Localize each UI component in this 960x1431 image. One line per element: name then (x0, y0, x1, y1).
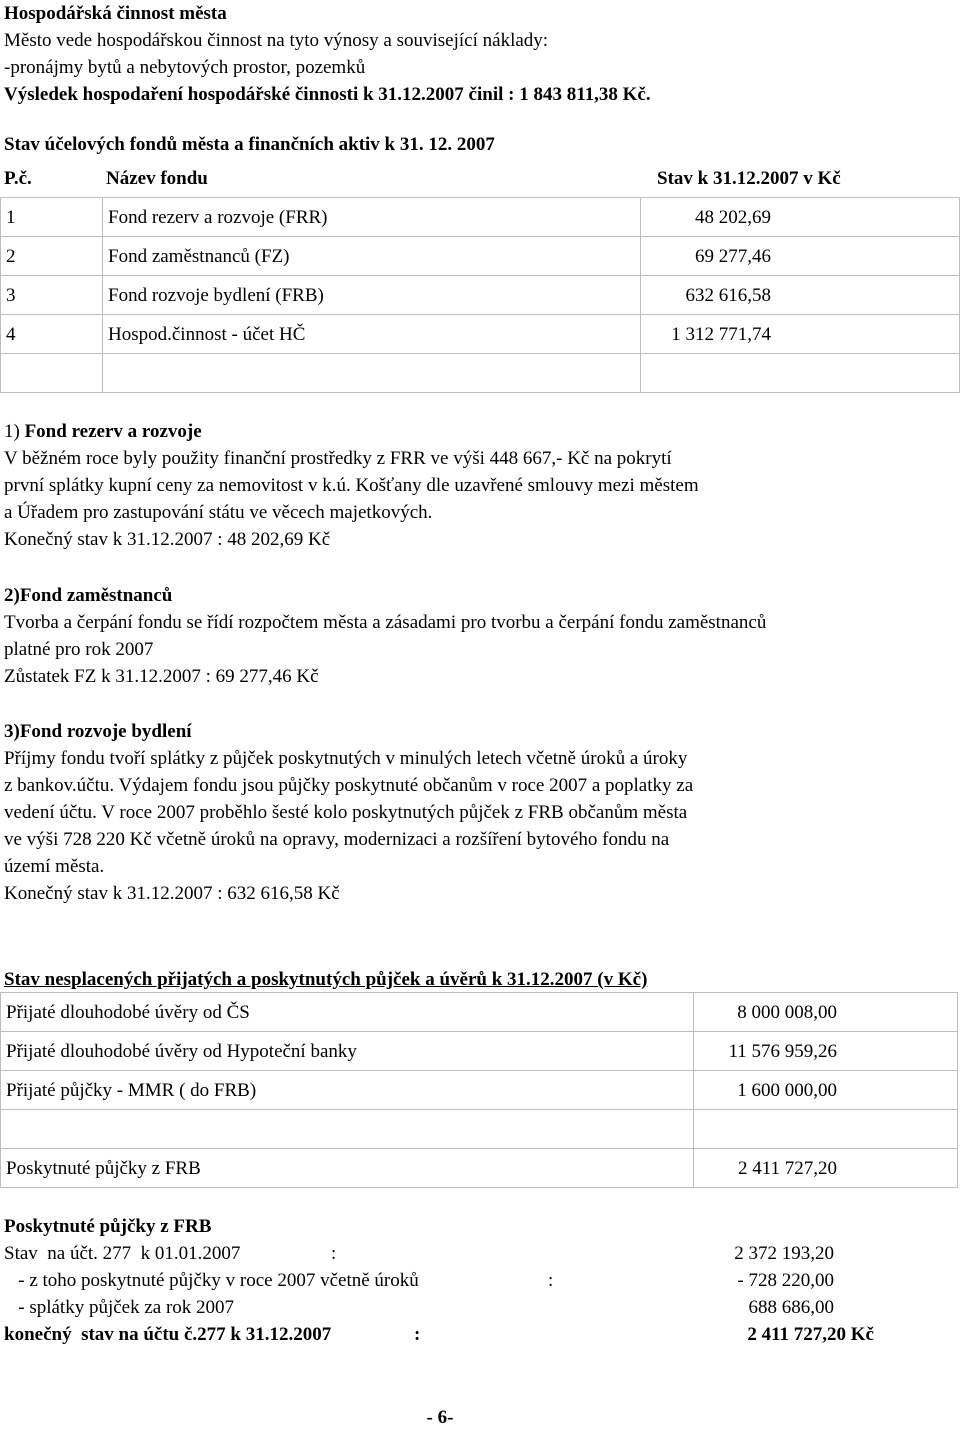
summary-colon: : (414, 1324, 421, 1345)
frr-number: 1) (4, 421, 20, 442)
fund-value: 632 616,58 (641, 276, 960, 315)
table-row (1, 315, 960, 354)
fz-line: platné pro rok 2007 (4, 639, 154, 660)
fund-name: Fond rezerv a rozvoje (FRR) (103, 198, 641, 237)
summary-colon: : (548, 1270, 554, 1291)
table-row (1, 1071, 958, 1110)
summary-value: 2 372 193,20 (734, 1243, 834, 1264)
frb-line: území města. (4, 856, 105, 877)
frb-section (4, 718, 956, 907)
summary-label: konečný stav na účtu č.277 k 31.12.2007 (4, 1324, 332, 1345)
fund-value: 69 277,46 (641, 237, 960, 276)
fund-name: Fond rozvoje bydlení (FRB) (103, 276, 641, 315)
loan-value: 1 600 000,00 (694, 1071, 958, 1110)
fund-name: Fond zaměstnanců (FZ) (103, 237, 641, 276)
funds-title: Stav účelových fondů města a finančních aktiv k 31. 12. 2007 (4, 134, 495, 155)
summary-label: - z toho poskytnuté půjčky v roce 2007 včetně úroků (4, 1270, 419, 1291)
summary-value: - 728 220,00 (737, 1270, 834, 1291)
loan-value (694, 1110, 958, 1149)
fund-value: 48 202,69 (641, 198, 960, 237)
fund-no: 2 (1, 237, 103, 276)
frb-balance: Konečný stav k 31.12.2007 : 632 616,58 Kč (4, 883, 340, 904)
loan-value: 2 411 727,20 (694, 1149, 958, 1188)
fund-no: 4 (1, 315, 103, 354)
frb-line: z bankov.účtu. Výdajem fondu jsou půjčky poskytnuté občanům v roce 2007 a poplatky za (4, 775, 694, 796)
table-row-empty (1, 354, 960, 393)
loan-name: Přijaté půjčky - MMR ( do FRB) (1, 1071, 694, 1110)
fz-line: Tvorba a čerpání fondu se řídí rozpočtem města a zásadami pro tvorbu a čerpání fondu zaměstnanců (4, 612, 767, 633)
loan-name: Poskytnuté půjčky z FRB (1, 1149, 694, 1188)
loan-name: Přijaté dlouhodobé úvěry od Hypoteční banky (1, 1032, 694, 1071)
frr-balance: Konečný stav k 31.12.2007 : 48 202,69 Kč (4, 529, 331, 550)
table-row (1, 237, 960, 276)
summary-label: - splátky půjček za rok 2007 (4, 1297, 235, 1318)
intro-line: -pronájmy bytů a nebytových prostor, pozemků (4, 57, 366, 78)
fz-title: 2)Fond zaměstnanců (4, 585, 173, 606)
frb-title: 3)Fond rozvoje bydlení (4, 721, 192, 742)
loan-value: 11 576 959,26 (694, 1032, 958, 1071)
intro-line: Město vede hospodářskou činnost na tyto výnosy a související náklady: (4, 30, 549, 51)
loans-table (0, 992, 958, 1188)
page-number: - 6- (426, 1407, 454, 1428)
frr-section (4, 418, 956, 553)
summary-label: Stav na účt. 277 k 01.01.2007 (4, 1243, 241, 1264)
table-row (1, 198, 960, 237)
summary-colon: : (331, 1243, 337, 1264)
frr-line: první splátky kupní ceny za nemovitost v k.ú. Košťany dle uzavřené smlouvy mezi městem (4, 475, 699, 496)
frb-line: ve výši 728 220 Kč včetně úroků na opravy, modernizaci a rozšíření bytového fondu na (4, 829, 670, 850)
list-item (4, 1240, 904, 1267)
funds-table (0, 197, 960, 393)
funds-header-name: Název fondu (106, 168, 208, 189)
frr-line: V běžném roce byly použity finanční prostředky z FRR ve výši 448 667,- Kč na pokrytí (4, 448, 672, 469)
list-item (4, 1321, 904, 1348)
fund-no: 1 (1, 198, 103, 237)
fund-name: Hospod.činnost - účet HČ (103, 315, 641, 354)
list-item (4, 1294, 904, 1321)
funds-heading-block (4, 131, 956, 158)
loans-heading-block (4, 966, 956, 993)
frr-line: a Úřadem pro zastupování státu ve věcech majetkových. (4, 502, 433, 523)
result-line: Výsledek hospodaření hospodářské činnosti k 31.12.2007 činil : 1 843 811,38 Kč. (4, 84, 651, 105)
fz-balance: Zůstatek FZ k 31.12.2007 : 69 277,46 Kč (4, 666, 319, 687)
fund-value: 1 312 771,74 (641, 315, 960, 354)
frb-line: Příjmy fondu tvoří splátky z půjček poskytnutých v minulých letech včetně úroků a úroky (4, 748, 688, 769)
funds-header-value: Stav k 31.12.2007 v Kč (657, 168, 841, 189)
summary-list (4, 1240, 904, 1348)
section-title: Hospodářská činnost města (4, 3, 227, 24)
frr-title: Fond rezerv a rozvoje (24, 421, 202, 442)
fz-section (4, 582, 956, 690)
list-item (4, 1267, 904, 1294)
fund-no: 3 (1, 276, 103, 315)
summary-value: 2 411 727,20 Kč (747, 1324, 874, 1345)
loan-name: Přijaté dlouhodobé úvěry od ČS (1, 993, 694, 1032)
table-row-empty (1, 1110, 958, 1149)
table-row (1, 993, 958, 1032)
table-row (1, 1032, 958, 1071)
summary-value: 688 686,00 (748, 1297, 834, 1318)
frb-line: vedení účtu. V roce 2007 proběhlo šesté kolo poskytnutých půjček z FRB občanům města (4, 802, 688, 823)
summary-title: Poskytnuté půjčky z FRB (4, 1216, 212, 1237)
table-row (1, 276, 960, 315)
funds-header-no: P.č. (4, 168, 32, 189)
loan-value: 8 000 008,00 (694, 993, 958, 1032)
intro-section (4, 0, 956, 108)
loan-name (1, 1110, 694, 1149)
loans-title: Stav nesplacených přijatých a poskytnutých půjček a úvěrů k 31.12.2007 (v Kč) (4, 969, 648, 990)
summary-heading-block (4, 1213, 956, 1240)
table-row (1, 1149, 958, 1188)
